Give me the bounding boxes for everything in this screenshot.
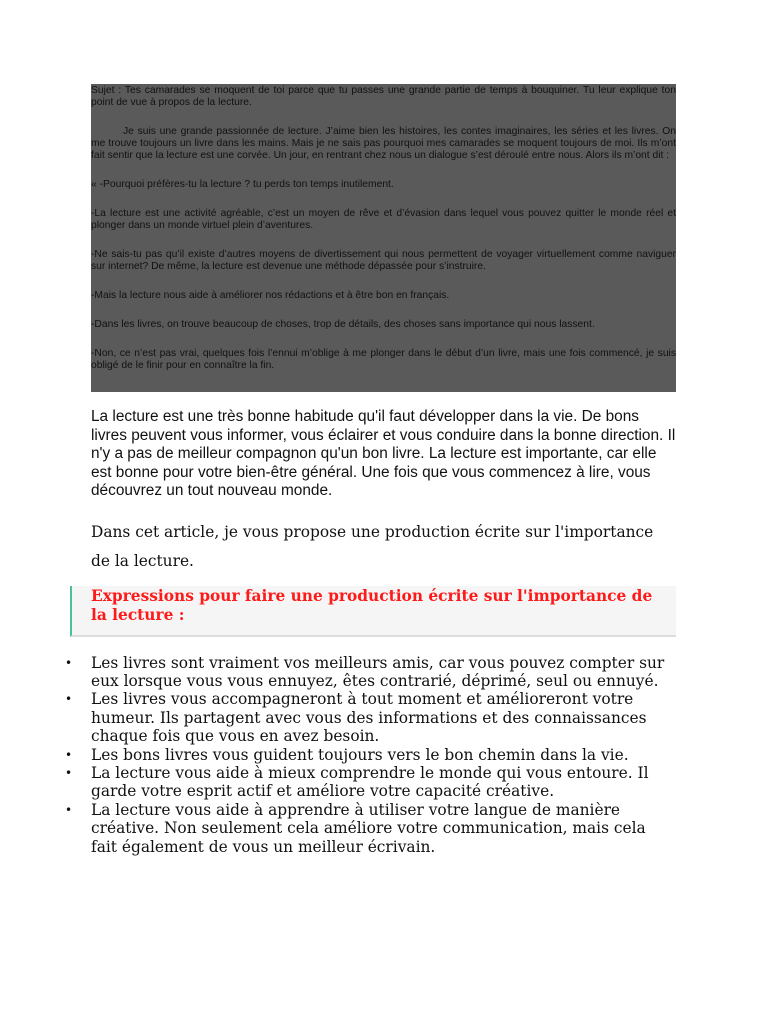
list-item: [65, 763, 676, 801]
list-item-text: La lecture vous aide à mieux comprendre le monde qui vous entoure. Il garde votre esprit actif et améliore votre capacité créative.: [91, 763, 649, 801]
list-item-text: Les livres vous accompagneront à tout moment et amélioreront votre humeur. Ils partagent avec vous des informations et des connaissances chaque fois que vous en avez besoin.: [91, 690, 647, 746]
dialogue-line: -Ne sais-tu pas qu’il existe d’autres moyens de divertissement qui nous permettent de voyager virtuellement comme naviguer sur internet? De même, la lecture est devenue une méthode dépassée pour s’instruire.: [91, 249, 676, 272]
list-item-text: La lecture vous aide à apprendre à utiliser votre langue de manière créative. Non seulement cela améliore votre communication, mais cela fait également de vous un meilleur écrivain.: [91, 800, 646, 856]
bullet-icon: •: [65, 765, 73, 780]
quoted-text-block: [91, 84, 676, 392]
dialogue-line: -Non, ce n’est pas vrai, quelques fois l’ennui m’oblige à me plonger dans le début d’un livre, mais une fois commencé, je suis obligé de le finir pour en connaître la fin.: [91, 348, 676, 371]
dialogue-line: -Mais la lecture nous aide à améliorer nos rédactions et à être bon en français.: [91, 290, 450, 301]
subject-line: Sujet : Tes camarades se moquent de toi parce que tu passes une grande partie de temps à bouquiner. Tu leur explique ton point de vue à propos de la lecture.: [91, 85, 676, 108]
article-paragraph: Dans cet article, je vous propose une production écrite sur l'importance de la lecture.: [91, 522, 654, 570]
list-item: [65, 690, 676, 746]
list-item: [65, 745, 676, 764]
section-heading: Expressions pour faire une production écrite sur l'importance de la lecture :: [91, 586, 653, 624]
expressions-list: [65, 653, 676, 856]
dialogue-line: -La lecture est une activité agréable, c’est un moyen de rêve et d’évasion dans lequel vous pouvez quitter le monde réel et plonger dans un monde virtuel plein d’aventures.: [91, 208, 676, 231]
bullet-icon: •: [65, 747, 73, 762]
dialogue-line: « -Pourquoi préfères-tu la lecture ? tu perds ton temps inutilement.: [91, 179, 394, 190]
bullet-icon: •: [65, 655, 73, 670]
document-page: [65, 84, 676, 856]
list-item-text: Les bons livres vous guident toujours vers le bon chemin dans la vie.: [91, 745, 629, 764]
list-item: [65, 800, 676, 856]
intro-paragraph: La lecture est une très bonne habitude qu'il faut développer dans la vie. De bons livres peuvent vous informer, vous éclairer et vous conduire dans la bonne direction. Il n'y a pas de meilleur compagnon qu'un bon livre. La lecture est importante, car elle est bonne pour votre bien-être général. Une fois que vous commencez à lire, vous découvrez un tout nouveau monde.: [91, 408, 676, 499]
bullet-icon: •: [65, 802, 73, 817]
list-item: [65, 653, 676, 691]
narrative-intro: Je suis une grande passionnée de lecture. J’aime bien les histoires, les contes imaginaires, les séries et les livres. On me trouve toujours un livre dans les mains. Mais je ne sais pas pourquoi mes camarades se moquent toujours de moi. Ils m’ont fait sentir que la lecture est une corvée. Un jour, en rentrant chez nous un dialogue s’est déroulé entre nous. Alors ils m’ont dit :: [91, 126, 676, 161]
list-item-text: Les livres sont vraiment vos meilleurs amis, car vous pouvez compter sur eux lorsque vous vous ennuyez, êtes contrarié, déprimé, seul ou ennuyé.: [91, 653, 665, 690]
dialogue-line: -Dans les livres, on trouve beaucoup de choses, trop de détails, des choses sans importance qui nous lassent.: [91, 319, 595, 330]
section-heading-box: [70, 586, 676, 637]
bullet-icon: •: [65, 692, 73, 707]
